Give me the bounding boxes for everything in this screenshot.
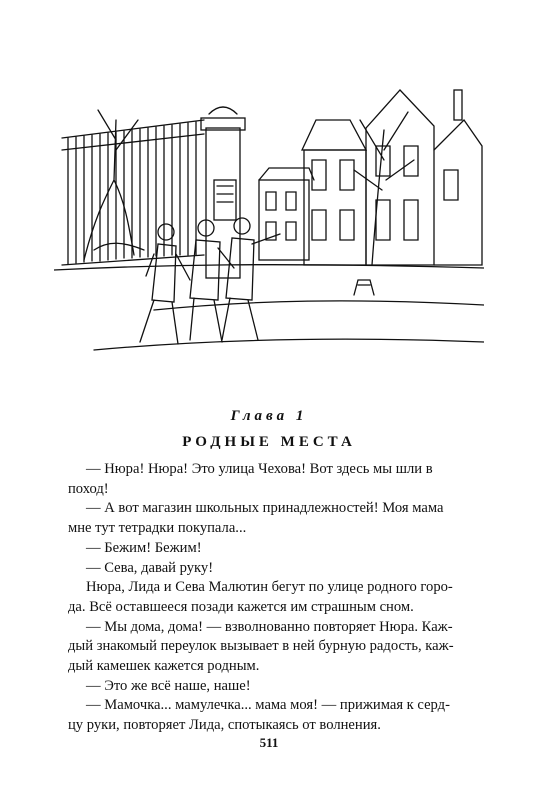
text-line: Нюра, Лида и Сева Малютин бегут по улице родного горо- (86, 579, 453, 596)
text-line: поход! (68, 480, 109, 497)
text-line: — Нюра! Нюра! Это улица Чехова! Вот здесь мы шли в (86, 461, 433, 477)
chapter-number: Глава 1 (230, 408, 308, 424)
text-line: — Это же всё наше, наше! (86, 677, 251, 694)
text-line: — Мы дома, дома! — взволнованно повторяет Нюра. Каж- (86, 618, 453, 635)
text-line: цу руки, повторяет Лида, спотыкаясь от волнения. (68, 717, 381, 734)
text-line: да. Всё оставшееся позади кажется им страшным сном. (68, 598, 414, 615)
body-text (68, 460, 480, 736)
page-number: 511 (259, 735, 279, 750)
text-line: — Бежим! Бежим! (86, 539, 202, 556)
street-scene-illustration (54, 50, 484, 365)
text-line: мне тут тетрадки покупала... (68, 520, 247, 537)
text-line: — Сева, давай руку! (86, 559, 214, 576)
text-line: — А вот магазин школьных принадлежностей! Моя мама (86, 500, 444, 517)
text-line: дый знакомый переулок вызывает в ней бурную радость, каж- (68, 638, 454, 655)
text-line: дый камешек кажется родным. (68, 658, 260, 675)
text-line: — Мамочка... мамулечка... мама моя! — прижимая к серд- (86, 697, 450, 714)
chapter-title: РОДНЫЕ МЕСТА (182, 434, 356, 450)
